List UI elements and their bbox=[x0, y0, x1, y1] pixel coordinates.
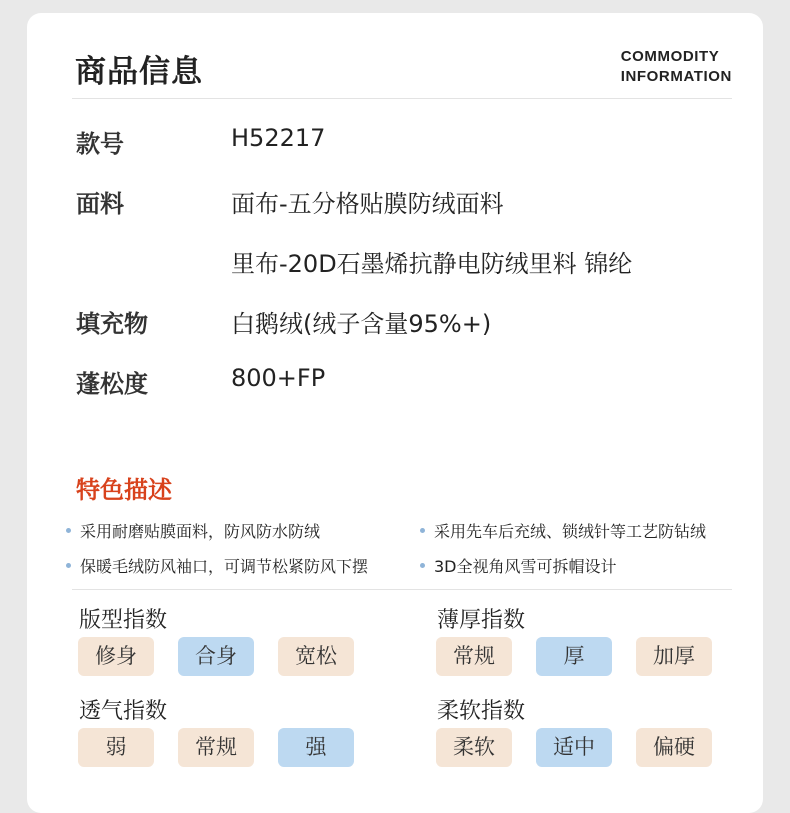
info-label: 面料 bbox=[76, 190, 124, 218]
info-value: H52217 bbox=[231, 124, 326, 152]
info-label: 款号 bbox=[76, 130, 124, 158]
bullet-dot-icon bbox=[66, 563, 71, 568]
thickness-option-thick: 厚 bbox=[536, 637, 612, 676]
feature-item bbox=[420, 519, 706, 542]
thickness-index-title: 薄厚指数 bbox=[437, 608, 526, 633]
fit-option-loose: 宽松 bbox=[278, 637, 354, 676]
info-value: 里布-20D石墨烯抗静电防绒里料 锦纶 bbox=[231, 250, 633, 278]
fit-index-title: 版型指数 bbox=[79, 608, 168, 633]
fit-option-slim: 修身 bbox=[78, 637, 154, 676]
softness-option-firm: 偏硬 bbox=[636, 728, 712, 767]
section-header bbox=[72, 40, 732, 99]
feature-item bbox=[66, 554, 368, 577]
bullet-dot-icon bbox=[66, 528, 71, 533]
fit-option-regular: 合身 bbox=[178, 637, 254, 676]
feature-text: 采用耐磨贴膜面料，防风防水防绒 bbox=[80, 522, 321, 541]
page-title-english bbox=[621, 47, 732, 87]
info-label: 填充物 bbox=[76, 310, 148, 338]
bullet-dot-icon bbox=[420, 563, 425, 568]
breathability-option-strong: 强 bbox=[278, 728, 354, 767]
feature-text: 保暖毛绒防风袖口，可调节松紧防风下摆 bbox=[80, 557, 369, 576]
softness-index-title: 柔软指数 bbox=[437, 699, 526, 724]
feature-text: 3D全视角风雪可拆帽设计 bbox=[434, 557, 617, 576]
info-value: 白鹅绒(绒子含量95%+) bbox=[231, 310, 492, 338]
features-title: 特色描述 bbox=[76, 476, 172, 504]
feature-item bbox=[66, 519, 320, 542]
breathability-option-weak: 弱 bbox=[78, 728, 154, 767]
info-value: 800+FP bbox=[231, 364, 326, 392]
info-value: 面布-五分格贴膜防绒面料 bbox=[231, 190, 504, 218]
feature-item bbox=[420, 554, 617, 577]
page-title: 商品信息 bbox=[75, 54, 203, 90]
info-card bbox=[27, 13, 763, 813]
feature-text: 采用先车后充绒、锁绒针等工艺防钻绒 bbox=[434, 522, 707, 541]
breathability-index-title: 透气指数 bbox=[79, 699, 168, 724]
thickness-option-normal: 常规 bbox=[436, 637, 512, 676]
softness-option-soft: 柔软 bbox=[436, 728, 512, 767]
softness-option-medium: 适中 bbox=[536, 728, 612, 767]
info-label: 蓬松度 bbox=[76, 370, 148, 398]
breathability-option-normal: 常规 bbox=[178, 728, 254, 767]
title-en-line2: INFORMATION bbox=[620, 68, 732, 85]
thickness-option-extra-thick: 加厚 bbox=[636, 637, 712, 676]
bullet-dot-icon bbox=[420, 528, 425, 533]
title-en-line1: COMMODITY bbox=[620, 48, 720, 65]
divider bbox=[72, 589, 732, 590]
